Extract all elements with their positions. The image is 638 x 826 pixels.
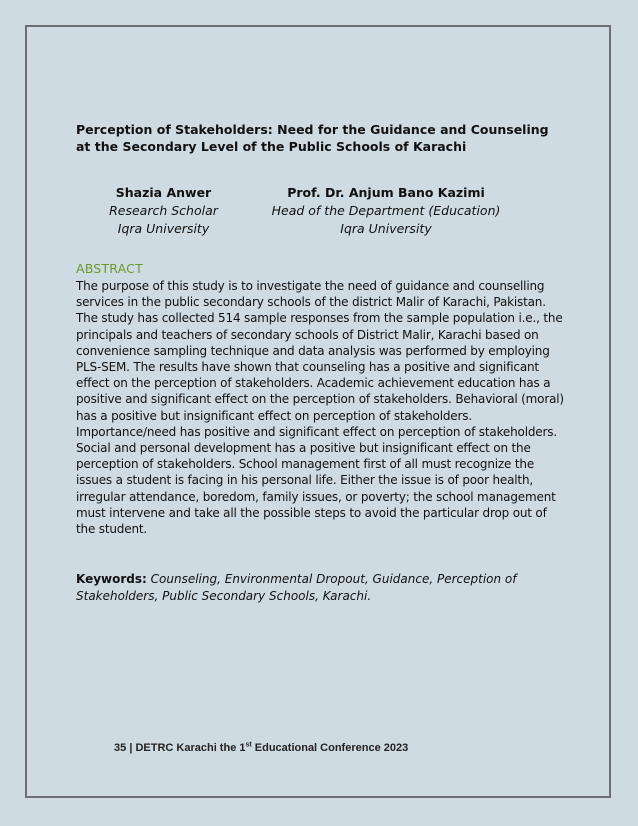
footer-page-number: 35: [114, 742, 127, 754]
author-2-name: Prof. Dr. Anjum Bano Kazimi: [287, 185, 485, 200]
page-footer: [114, 742, 408, 754]
author-1-name: Shazia Anwer: [115, 185, 212, 200]
footer-text: DETRC Karachi the 1: [135, 742, 246, 754]
keywords-text: Counseling, Environmental Dropout, Guidance, Perception of Stakeholders, Public Secondary Schools, Karachi.: [76, 572, 517, 603]
author-2-role: Head of the Department (Education): [271, 203, 501, 218]
footer-separator: |: [129, 742, 133, 754]
footer-conference: Educational Conference 2023: [251, 742, 409, 754]
author-1: [96, 184, 231, 238]
author-2-affiliation: Iqra University: [340, 221, 432, 236]
author-1-role: Research Scholar: [109, 203, 218, 218]
keywords-label: Keywords:: [76, 572, 147, 587]
author-2: [271, 184, 501, 238]
abstract-body: The purpose of this study is to investigate the need of guidance and counselling services in the public secondary schools of the district Malir of Karachi, Pakistan. The study has collected 514 sample responses from the sample population i.e., the principals and teachers of secondary schools of District Malir, Karachi based on convenience sampling technique and data analysis was performed by employing PLS-SEM. The results have shown that counseling has a positive and significant effect on the perception of stakeholders. Academic achievement education has a positive and significant effect on the perception of stakeholders. Behavioral (moral) has a positive but insignificant effect on perception of stakeholders. Importance/need has positive and significant effect on perception of stakeholders. Social and personal development has a positive but insignificant effect on the perception of stakeholders. School management first of all must recognize the issues a student is facing in his personal life. Either the issue is of poor health, irregular attendance, boredom, family issues, or poverty; the school management must intervene and take all the possible steps to avoid the particular drop out of the student.: [76, 279, 564, 537]
author-1-affiliation: Iqra University: [117, 221, 210, 236]
footer-ordinal-suffix: st: [245, 741, 252, 749]
paper-title: Perception of Stakeholders: Need for the Guidance and Counseling at the Secondary Level of the Public Schools of Karachi: [76, 122, 549, 154]
abstract-heading: ABSTRACT: [76, 261, 143, 276]
keywords: [76, 571, 566, 604]
paper-content: [76, 121, 566, 604]
author-block: [76, 184, 566, 240]
